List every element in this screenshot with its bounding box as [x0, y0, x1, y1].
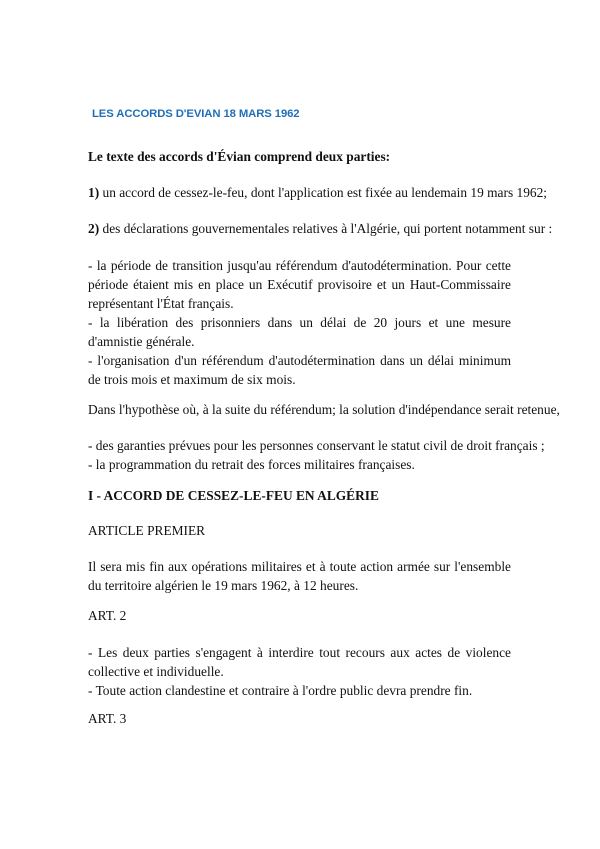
guarantee-item: - des garanties prévues pour les personnes conservant le statut civil de droit français ; [88, 438, 545, 453]
part-2-number: 2) [88, 221, 100, 236]
article-paragraph: Il sera mis fin aux opérations militaires et à toute action armée sur l'ensemble du territoire algérien le 19 mars 1962, à 12 heures. [88, 559, 511, 593]
document-title: LES ACCORDS D'EVIAN 18 MARS 1962 [92, 108, 300, 120]
article-label: ARTICLE PREMIER [88, 523, 206, 538]
declaration-item: - la libération des prisonniers dans un délai de 20 jours et une mesure d'amnistie générale. [88, 315, 511, 349]
article-label: ART. 3 [88, 711, 127, 726]
section-heading: I - ACCORD DE CESSEZ-LE-FEU EN ALGÉRIE [88, 488, 379, 503]
part-2 [88, 219, 553, 238]
hypothesis-paragraph: Dans l'hypothèse où, à la suite du référendum; la solution d'indépendance serait retenue, [88, 402, 560, 417]
guarantee-item: - la programmation du retrait des forces militaires françaises. [88, 457, 415, 472]
declaration-item: - la période de transition jusqu'au référendum d'autodétermination. Pour cette période étaient mis en place un Exécutif provisoire et un Haut-Commissaire représentant l'État français. [88, 258, 511, 311]
intro-heading: Le texte des accords d'Évian comprend deux parties: [88, 149, 391, 164]
part-1-text: un accord de cessez-le-feu, dont l'application est fixée au lendemain 19 mars 1962; [99, 185, 548, 200]
part-1-number: 1) [88, 185, 100, 200]
article-label: ART. 2 [88, 608, 127, 623]
article-paragraph: - Toute action clandestine et contraire à l'ordre public devra prendre fin. [88, 683, 473, 698]
article-paragraph: - Les deux parties s'engagent à interdire tout recours aux actes de violence collective et individuelle. [88, 645, 511, 679]
part-1 [88, 183, 548, 202]
part-2-text: des déclarations gouvernementales relatives à l'Algérie, qui portent notamment sur : [99, 221, 553, 236]
declaration-item: - l'organisation d'un référendum d'autodétermination dans un délai minimum de trois mois et maximum de six mois. [88, 353, 511, 387]
